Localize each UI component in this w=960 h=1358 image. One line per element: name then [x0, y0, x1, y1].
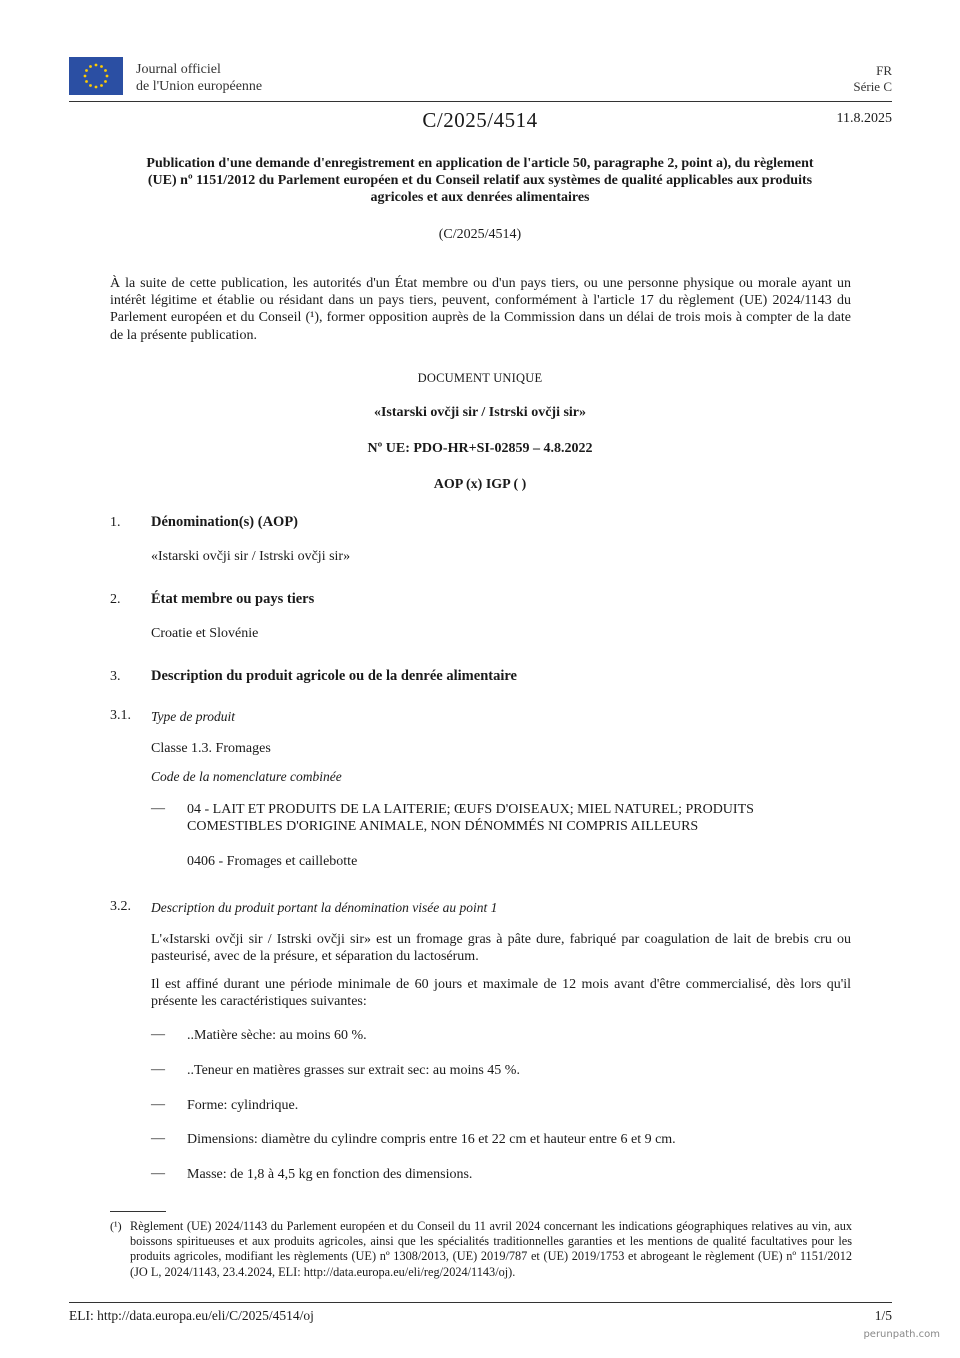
intro-paragraph: À la suite de cette publication, les autorités d'un État membre ou d'un pays tiers, ou une personne physique ou morale ayant un intérêt légitime et établie ou résidant dans un pays tiers, peuvent, conformément à l'article 17 du règlement (UE) 2024/1143 du Parlement européen et du Conseil (¹), former opposition auprès de la Commission dans un délai de trois mois à compter de la date de la présente publication.: [110, 276, 851, 343]
list-dash: —: [151, 1062, 165, 1077]
characteristic-item: ..Teneur en matières grasses sur extrait sec: au moins 45 %.: [187, 1063, 520, 1078]
eli-link[interactable]: ELI: http://data.europa.eu/eli/C/2025/4514/oj: [69, 1308, 314, 1323]
nomenclature-subcode: 0406 - Fromages et caillebotte: [187, 854, 358, 869]
section-text: Croatie et Slovénie: [151, 626, 259, 641]
characteristic-item: Forme: cylindrique.: [187, 1098, 299, 1113]
footnote-divider: [110, 1211, 166, 1212]
header-divider: [69, 101, 892, 102]
list-dash: —: [151, 1166, 165, 1181]
eu-flag-icon: [69, 57, 123, 95]
series-label: Série C: [853, 79, 892, 94]
page-number: 1/5: [874, 1308, 892, 1323]
footnote-mark: (¹): [110, 1219, 122, 1233]
characteristic-item: ..Matière sèche: au moins 60 %.: [187, 1028, 367, 1043]
subsection-number: 3.2.: [110, 899, 131, 914]
product-name: «Istarski ovčji sir / Istrski ovčji sir»: [373, 405, 587, 420]
journal-name: [136, 61, 262, 95]
characteristic-item: Masse: de 1,8 à 4,5 kg en fonction des dimensions.: [187, 1167, 473, 1182]
aop-igp-marker: AOP (x) IGP ( ): [433, 477, 527, 492]
section-number: 3.: [110, 669, 121, 684]
language-series: [853, 63, 892, 95]
list-dash: —: [151, 801, 165, 816]
eu-stars-icon: [69, 57, 123, 95]
journal-line-2: de l'Union européenne: [136, 79, 263, 94]
section-number: 1.: [110, 515, 121, 530]
ue-number: Nº UE: PDO-HR+SI-02859 – 4.8.2022: [367, 441, 593, 456]
subsection-number: 3.1.: [110, 708, 131, 723]
document-reference: (C/2025/4514): [438, 227, 522, 242]
footer-divider: [69, 1302, 892, 1303]
document-title: Publication d'une demande d'enregistrement en application de l'article 50, paragraphe 2, point a), du règlement (UE) nº 1151/2012 du Parlement européen et du Conseil relatif aux systèmes de qualité applicables aux produits agricoles et aux denrées alimentaires: [146, 156, 814, 205]
nomenclature-code: 04 - LAIT ET PRODUITS DE LA LAITERIE; ŒUFS D'OISEAUX; MIEL NATUREL; PRODUITS COMESTIBLES D'ORIGINE ANIMALE, NON DÉNOMMÉS NI COMPRIS AILLEURS: [187, 802, 754, 835]
subsection-heading: Type de produit: [151, 709, 235, 724]
nomenclature-heading: Code de la nomenclature combinée: [151, 769, 342, 784]
characteristic-item: Dimensions: diamètre du cylindre compris entre 16 et 22 cm et hauteur entre 6 et 9 cm.: [187, 1132, 676, 1147]
journal-line-1: Journal officiel: [136, 62, 221, 77]
section-heading: État membre ou pays tiers: [151, 591, 315, 607]
language-code: FR: [876, 63, 892, 78]
list-dash: —: [151, 1131, 165, 1146]
subsection-heading: Description du produit portant la dénomination visée au point 1: [151, 900, 498, 915]
list-dash: —: [151, 1027, 165, 1042]
document-number: C/2025/4514: [422, 108, 538, 132]
description-paragraph: Il est affiné durant une période minimale de 60 jours et maximale de 12 mois avant d'être commercialisé, dès lors qu'il présente les caractéristiques suivantes:: [151, 977, 851, 1010]
product-class: Classe 1.3. Fromages: [151, 741, 271, 756]
description-paragraph: L'«Istarski ovčji sir / Istrski ovčji sir» est un fromage gras à pâte dure, fabriqué par coagulation de lait de brebis cru ou pasteurisé, avec de la présure, et séparation du lactosérum.: [151, 932, 851, 965]
section-heading: Dénomination(s) (AOP): [151, 514, 299, 530]
section-heading: Description du produit agricole ou de la denrée alimentaire: [151, 668, 517, 684]
watermark: perunpath.com: [863, 1329, 940, 1340]
list-dash: —: [151, 1097, 165, 1112]
section-text: «Istarski ovčji sir / Istrski ovčji sir»: [151, 549, 351, 564]
publication-date: 11.8.2025: [836, 111, 892, 126]
single-document-heading: DOCUMENT UNIQUE: [417, 371, 543, 385]
footnote-text: Règlement (UE) 2024/1143 du Parlement européen et du Conseil du 11 avril 2024 concernant les indications géographiques relatives au vin, aux boissons spiritueuses et aux produits agricoles, ainsi que les spécialités traditionnelles garanties et les mentions de qualité facultatives pour les produits agricoles, modifiant les règlements (UE) nº 1308/2013, (UE) 2019/787 et (UE) 2019/1753 et abrogeant le règlement (UE) nº 1151/2012 (JO L, 2024/1143, 23.4.2024, ELI: http://data.europa.eu/eli/reg/2024/1143/oj).: [130, 1219, 852, 1279]
section-number: 2.: [110, 592, 121, 607]
